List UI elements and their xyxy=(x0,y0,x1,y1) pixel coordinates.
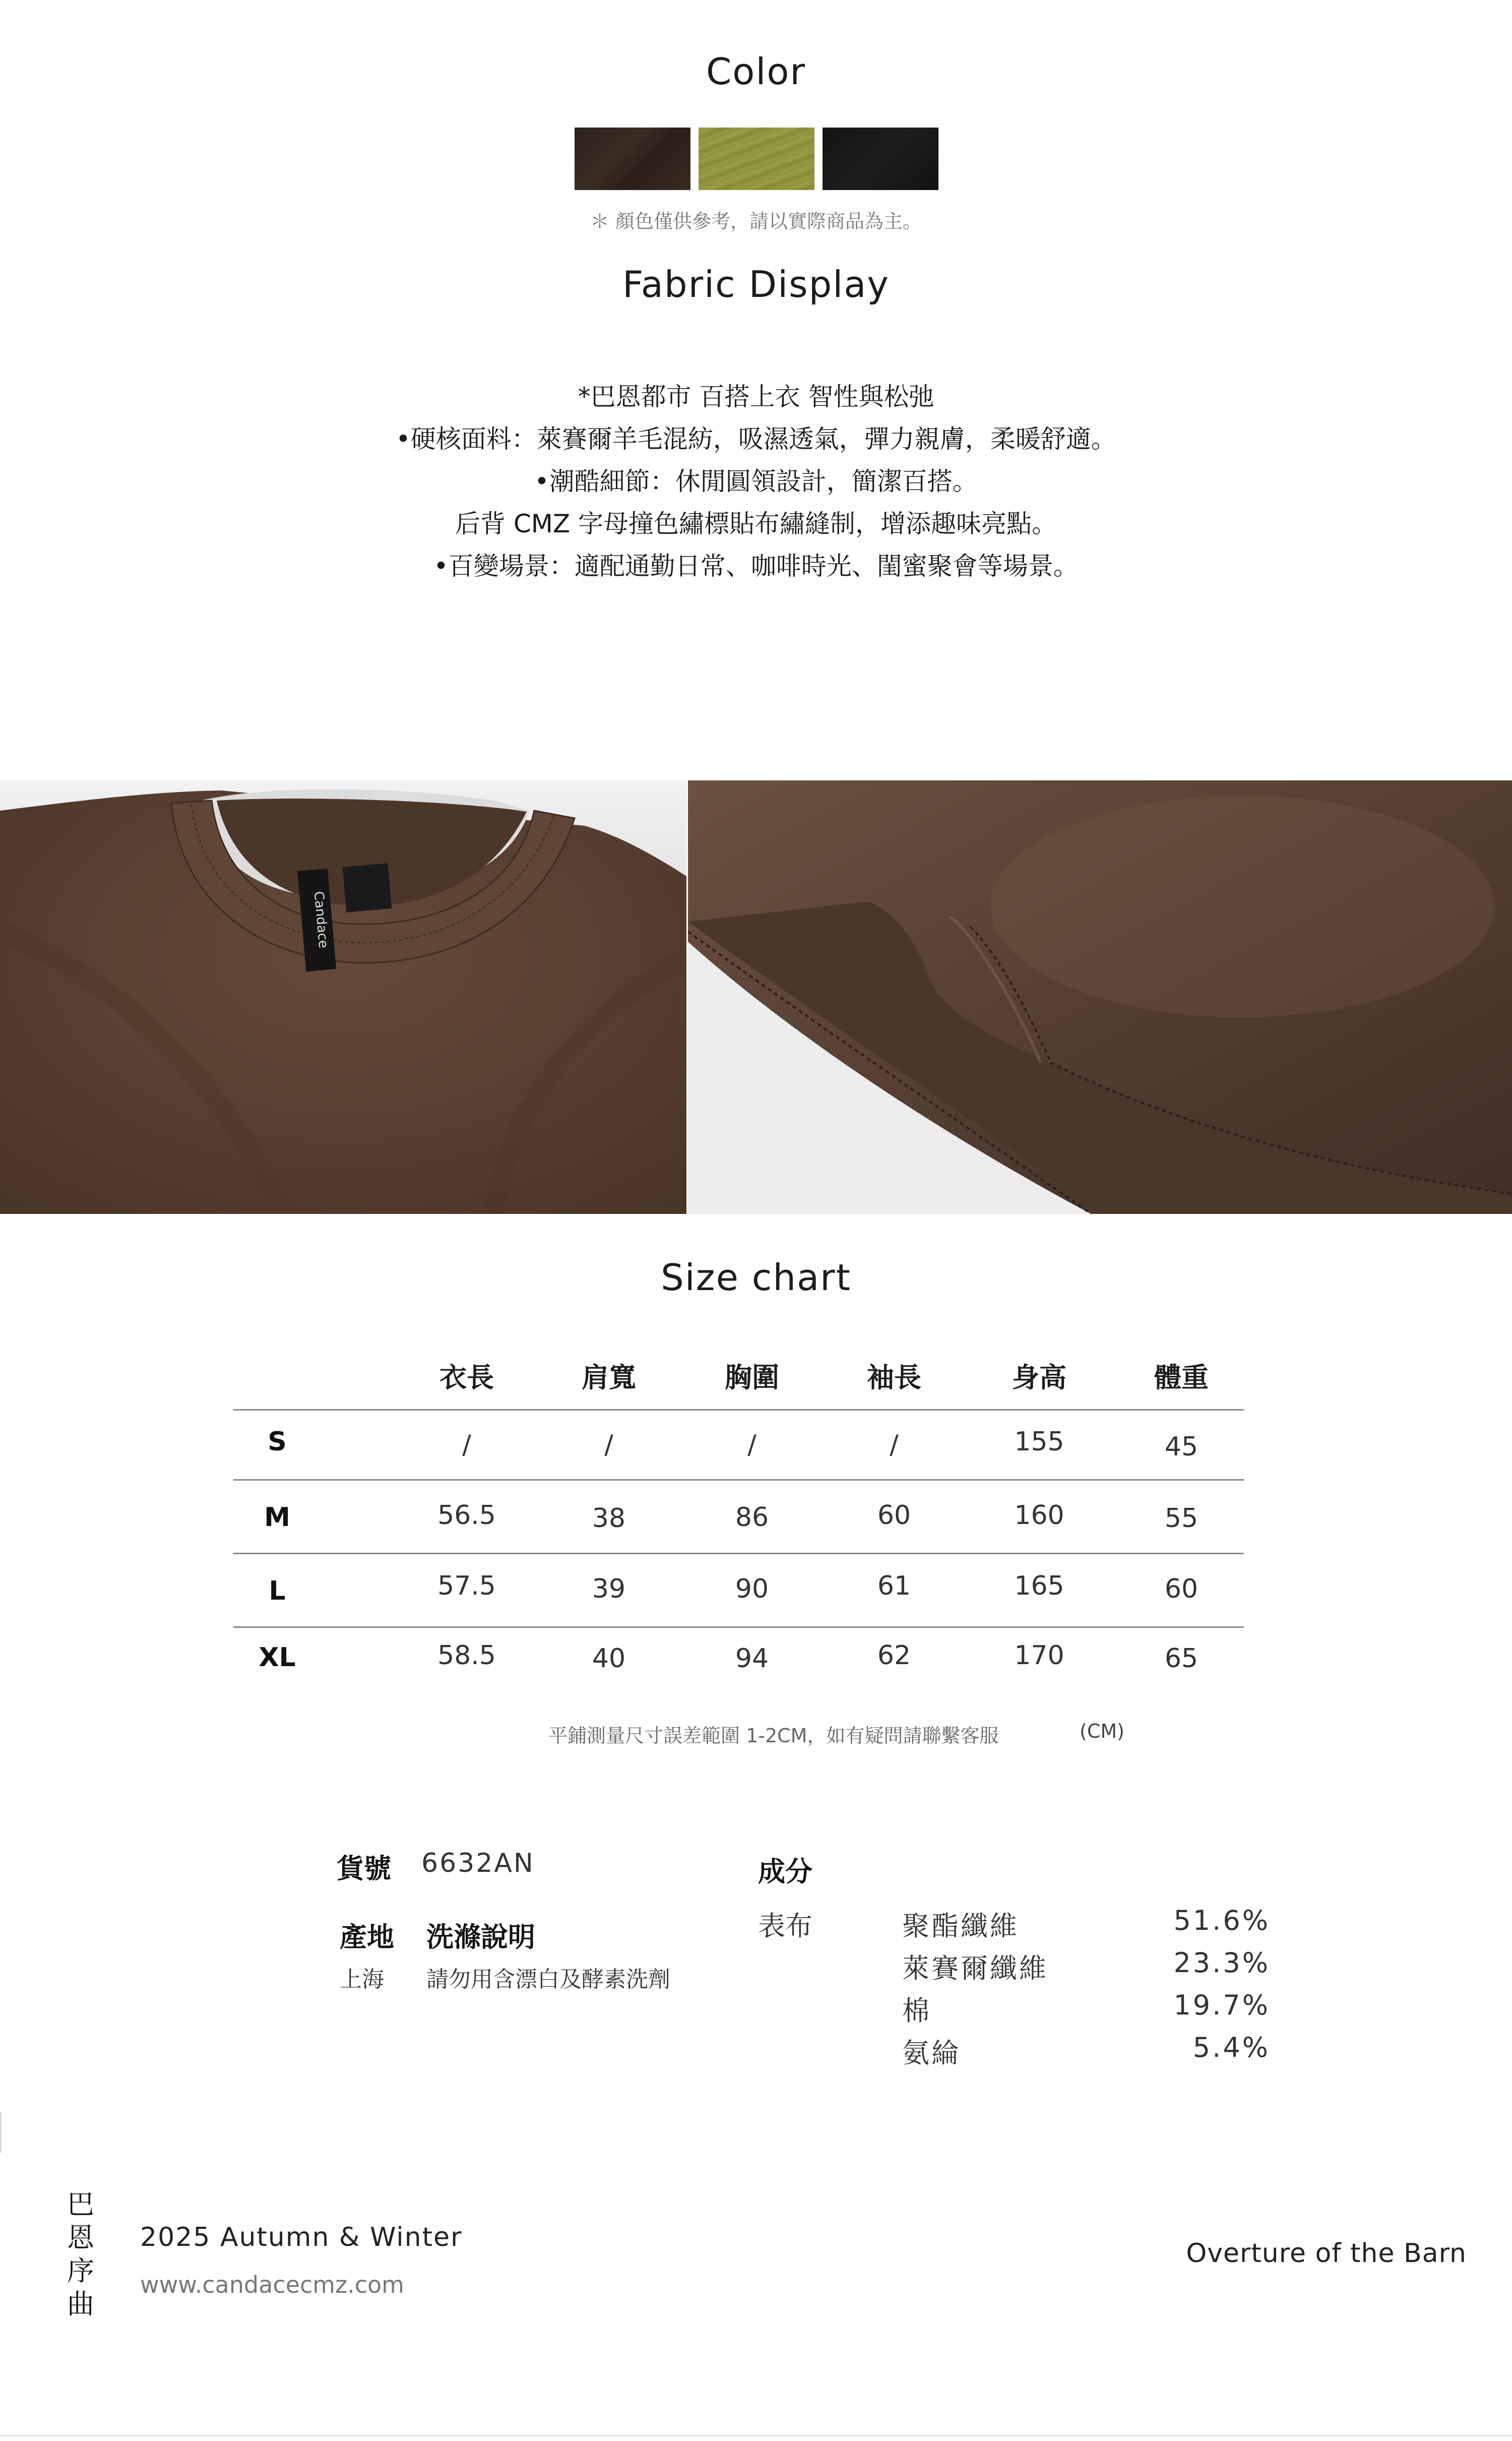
table-rule xyxy=(233,1409,1244,1411)
table-rule xyxy=(233,1553,1244,1554)
color-heading: Color xyxy=(706,50,806,93)
fabric-description xyxy=(0,376,1512,587)
fabric-line: 后背 CMZ 字母撞色繡標貼布繡縫制，增添趣味亮點。 xyxy=(455,509,1057,538)
footer-season: 2025 Autumn & Winter xyxy=(140,2222,463,2252)
fabric-line: •百變場景：適配通勤日常、咖啡時光、閨蜜聚會等場景。 xyxy=(433,552,1079,581)
sku-value: 6632AN xyxy=(421,1848,535,1878)
composition-pct: 19.7% xyxy=(1173,1989,1270,2021)
table-cell: / xyxy=(462,1430,471,1460)
table-cell: 86 xyxy=(735,1502,769,1533)
vertical-title-char: 曲 xyxy=(67,2288,94,2320)
size-chart-unit: (CM) xyxy=(1080,1720,1124,1742)
vertical-title-char: 恩 xyxy=(67,2222,94,2253)
table-cell: 62 xyxy=(877,1640,911,1671)
table-cell: 57.5 xyxy=(437,1571,496,1601)
table-cell: / xyxy=(604,1430,613,1460)
composition-name: 氨綸 xyxy=(902,2037,961,2069)
table-cell: 60 xyxy=(877,1500,911,1531)
table-cell: 38 xyxy=(592,1503,626,1534)
composition-name: 聚酯纖維 xyxy=(902,1910,1019,1942)
table-cell: 58.5 xyxy=(437,1640,496,1671)
footer-url[interactable]: www.candacecmz.com xyxy=(140,2271,404,2298)
fabric-heading: Fabric Display xyxy=(622,263,890,306)
col-header-shoulder: 肩寬 xyxy=(582,1362,636,1393)
bottom-rule xyxy=(0,2435,1512,2436)
vertical-title-char: 巴 xyxy=(67,2188,94,2220)
composition-name: 萊賽爾纖維 xyxy=(902,1952,1048,1984)
table-cell: 165 xyxy=(1014,1571,1064,1601)
hem-detail-photo xyxy=(688,780,1512,1214)
color-swatch-brown[interactable] xyxy=(575,128,690,190)
table-cell: 39 xyxy=(592,1574,626,1604)
table-cell: 56.5 xyxy=(437,1500,496,1531)
table-cell: 94 xyxy=(735,1643,769,1674)
vertical-title-char: 序 xyxy=(67,2255,94,2287)
origin-label: 產地 xyxy=(340,1921,394,1953)
size-label: S xyxy=(268,1427,287,1457)
vertical-title xyxy=(60,2188,101,2321)
table-cell: 65 xyxy=(1164,1643,1199,1674)
sku-label: 貨號 xyxy=(337,1853,391,1884)
fabric-label: 表布 xyxy=(758,1910,812,1942)
color-swatch-olive[interactable] xyxy=(699,128,814,190)
col-header-chest: 胸圍 xyxy=(725,1362,779,1393)
collar-detail-photo xyxy=(0,780,686,1214)
col-header-sleeve: 袖長 xyxy=(867,1362,921,1393)
table-cell: 160 xyxy=(1014,1500,1064,1531)
origin-value: 上海 xyxy=(340,1967,384,1992)
footer-tagline: Overture of the Barn xyxy=(1186,2238,1467,2269)
care-value: 請勿用含漂白及酵素洗劑 xyxy=(426,1967,670,1992)
composition-name: 棉 xyxy=(902,1995,931,2027)
table-cell: 155 xyxy=(1014,1427,1064,1457)
label-brand-text: Candace xyxy=(310,890,331,949)
col-header-height: 身高 xyxy=(1012,1362,1066,1393)
table-cell: 55 xyxy=(1164,1503,1199,1534)
table-cell: 61 xyxy=(877,1571,911,1601)
size-label: M xyxy=(264,1502,290,1533)
size-chart-heading: Size chart xyxy=(661,1256,851,1299)
table-cell: 40 xyxy=(592,1643,626,1674)
size-chart-note: 平鋪測量尺寸誤差範圍 1-2CM，如有疑問請聯繫客服 xyxy=(548,1725,999,1747)
table-cell: 90 xyxy=(735,1574,769,1604)
composition-pct: 23.3% xyxy=(1173,1947,1270,1979)
table-rule xyxy=(233,1626,1244,1628)
fabric-line: •硬核面料：萊賽爾羊毛混紡，吸濕透氣，彈力親膚，柔暖舒適。 xyxy=(396,424,1116,454)
edge-mark xyxy=(0,2112,2,2153)
col-header-length: 衣長 xyxy=(439,1362,494,1393)
table-rule xyxy=(233,1479,1244,1481)
fabric-line: *巴恩都市 百搭上衣 智性與松弛 xyxy=(578,382,934,411)
collar-detail-illustration xyxy=(0,780,686,1214)
table-cell: 45 xyxy=(1164,1432,1199,1462)
col-header-weight: 體重 xyxy=(1154,1362,1209,1393)
table-cell: 60 xyxy=(1164,1574,1199,1604)
care-label: 洗滌說明 xyxy=(426,1921,535,1953)
composition-label: 成分 xyxy=(758,1856,812,1887)
table-cell: / xyxy=(890,1430,899,1460)
composition-pct: 51.6% xyxy=(1173,1905,1270,1936)
color-swatch-black[interactable] xyxy=(823,128,938,190)
composition-pct: 5.4% xyxy=(1192,2032,1270,2063)
color-note: ＊ 顏色僅供參考，請以實際商品為主。 xyxy=(590,210,922,232)
table-cell: 170 xyxy=(1014,1640,1064,1671)
hem-detail-illustration xyxy=(688,780,1512,1214)
fabric-line: •潮酷細節：休閒圓領設計，簡潔百搭。 xyxy=(534,467,978,496)
size-label: XL xyxy=(259,1642,296,1673)
table-cell: / xyxy=(747,1430,757,1460)
size-label: L xyxy=(269,1576,286,1606)
